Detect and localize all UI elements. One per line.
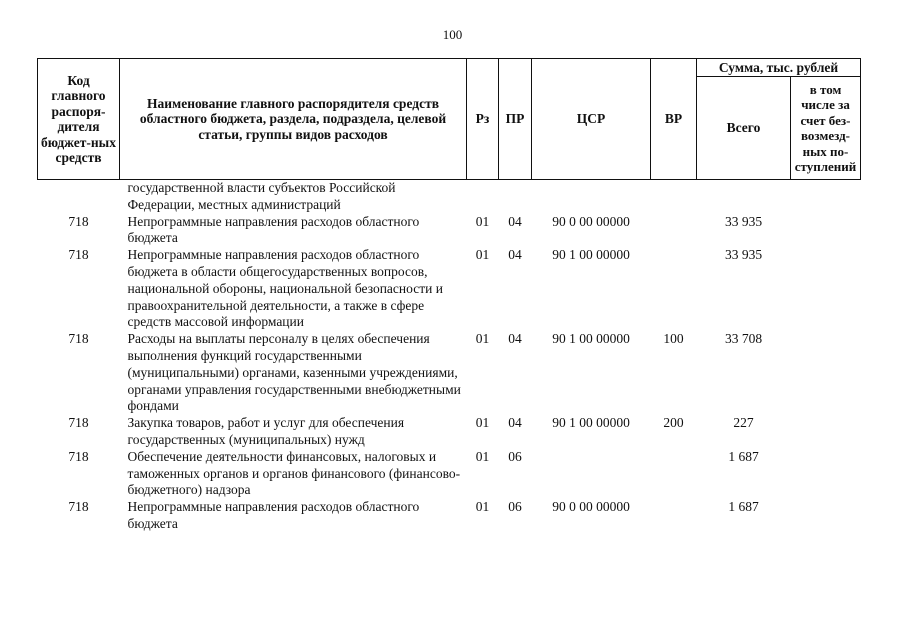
- cell-name: Обеспечение деятельности финансовых, налоговых и таможенных органов и органов финансового (финансово-бюджетного) надзора: [127, 448, 461, 498]
- header-sum-group: Сумма, тыс. рублей: [697, 59, 861, 77]
- cell-total: 1 687: [728, 448, 759, 464]
- cell-csr: [532, 449, 651, 499]
- cell-code: 718: [68, 213, 89, 229]
- table-row: [38, 214, 861, 248]
- header-vr: ВР: [651, 59, 697, 180]
- cell-csr: 90 0 00 00000: [552, 499, 630, 515]
- header-csr: ЦСР: [532, 59, 651, 180]
- header-name: Наименование главного распорядителя средств областного бюджета, раздела, подраздела, целевой статьи, группы видов расходов: [120, 59, 467, 180]
- table-row: [38, 247, 861, 331]
- table-row: [38, 180, 861, 214]
- cell-rz: 01: [475, 499, 490, 515]
- table-row: [38, 415, 861, 449]
- cell-vr: 200: [663, 415, 684, 431]
- cell-pr: 04: [508, 213, 522, 229]
- header-rz: Рз: [467, 59, 499, 180]
- cell-rz: 01: [475, 448, 490, 464]
- cell-rz: 01: [475, 415, 490, 431]
- cell-gratis: [791, 180, 861, 214]
- table-row: [38, 449, 861, 499]
- cell-total: 33 708: [724, 331, 763, 347]
- cell-total: 227: [733, 415, 754, 431]
- table-row: [38, 499, 861, 533]
- cell-rz: [467, 180, 499, 214]
- cell-gratis: [791, 247, 861, 331]
- cell-code: 718: [68, 499, 89, 515]
- cell-total: 1 687: [728, 499, 759, 515]
- cell-name: Расходы на выплаты персоналу в целях обеспечения выполнения функций государственными (муниципальными) органами, казенными учреждениями, органами управления государственными внебюджетными фондами: [127, 331, 461, 414]
- cell-csr: [532, 180, 651, 214]
- header-code: Код главного распоря-дителя бюджет-ных средств: [38, 59, 120, 180]
- cell-total: 33 935: [724, 247, 763, 263]
- cell-code: 718: [68, 247, 89, 263]
- cell-name: Непрограммные направления расходов областного бюджета: [127, 213, 420, 246]
- cell-rz: 01: [475, 247, 490, 263]
- cell-name: Непрограммные направления расходов областного бюджета: [127, 499, 420, 531]
- cell-code: 718: [68, 415, 89, 431]
- header-total: Всего: [697, 77, 791, 180]
- cell-name: Закупка товаров, работ и услуг для обеспечения государственных (муниципальных) нужд: [127, 415, 405, 447]
- cell-csr: 90 1 00 00000: [552, 415, 630, 431]
- cell-csr: 90 0 00 00000: [552, 213, 630, 229]
- cell-vr: 100: [663, 331, 684, 347]
- cell-code: 718: [68, 448, 89, 464]
- header-gratis: в том числе за счет без-возмезд-ных по-ступлений: [791, 77, 861, 180]
- table-body: [38, 180, 861, 533]
- cell-code: [38, 180, 120, 214]
- cell-vr: [651, 449, 697, 499]
- cell-pr: 04: [508, 415, 522, 431]
- header-pr: ПР: [499, 59, 532, 180]
- cell-rz: 01: [475, 213, 490, 229]
- cell-pr: 06: [508, 448, 522, 464]
- cell-gratis: [791, 214, 861, 248]
- page-number: 100: [442, 27, 463, 42]
- cell-name: государственной власти субъектов Российской Федерации, местных администраций: [127, 180, 396, 212]
- cell-gratis: [791, 331, 861, 415]
- cell-total: [697, 180, 791, 214]
- cell-vr: [651, 214, 697, 248]
- cell-name: Непрограммные направления расходов областного бюджета в области общегосударственных вопросов, национальной обороны, национальной безопасности и правоохранительной деятельности, а также в сфере средств массовой информации: [127, 247, 443, 330]
- cell-pr: 06: [508, 499, 522, 515]
- cell-vr: [651, 499, 697, 533]
- cell-pr: 04: [508, 247, 522, 263]
- table-row: [38, 331, 861, 415]
- cell-gratis: [791, 499, 861, 533]
- table-header: [38, 59, 861, 180]
- cell-gratis: [791, 449, 861, 499]
- cell-csr: 90 1 00 00000: [552, 331, 630, 347]
- cell-vr: [651, 247, 697, 331]
- budget-expenditure-table: [37, 58, 861, 533]
- cell-vr: [651, 180, 697, 214]
- cell-pr: [499, 180, 532, 214]
- cell-csr: 90 1 00 00000: [552, 247, 630, 263]
- cell-rz: 01: [475, 331, 490, 347]
- cell-code: 718: [68, 331, 89, 347]
- cell-total: 33 935: [724, 213, 763, 229]
- cell-gratis: [791, 415, 861, 449]
- cell-pr: 04: [508, 331, 522, 347]
